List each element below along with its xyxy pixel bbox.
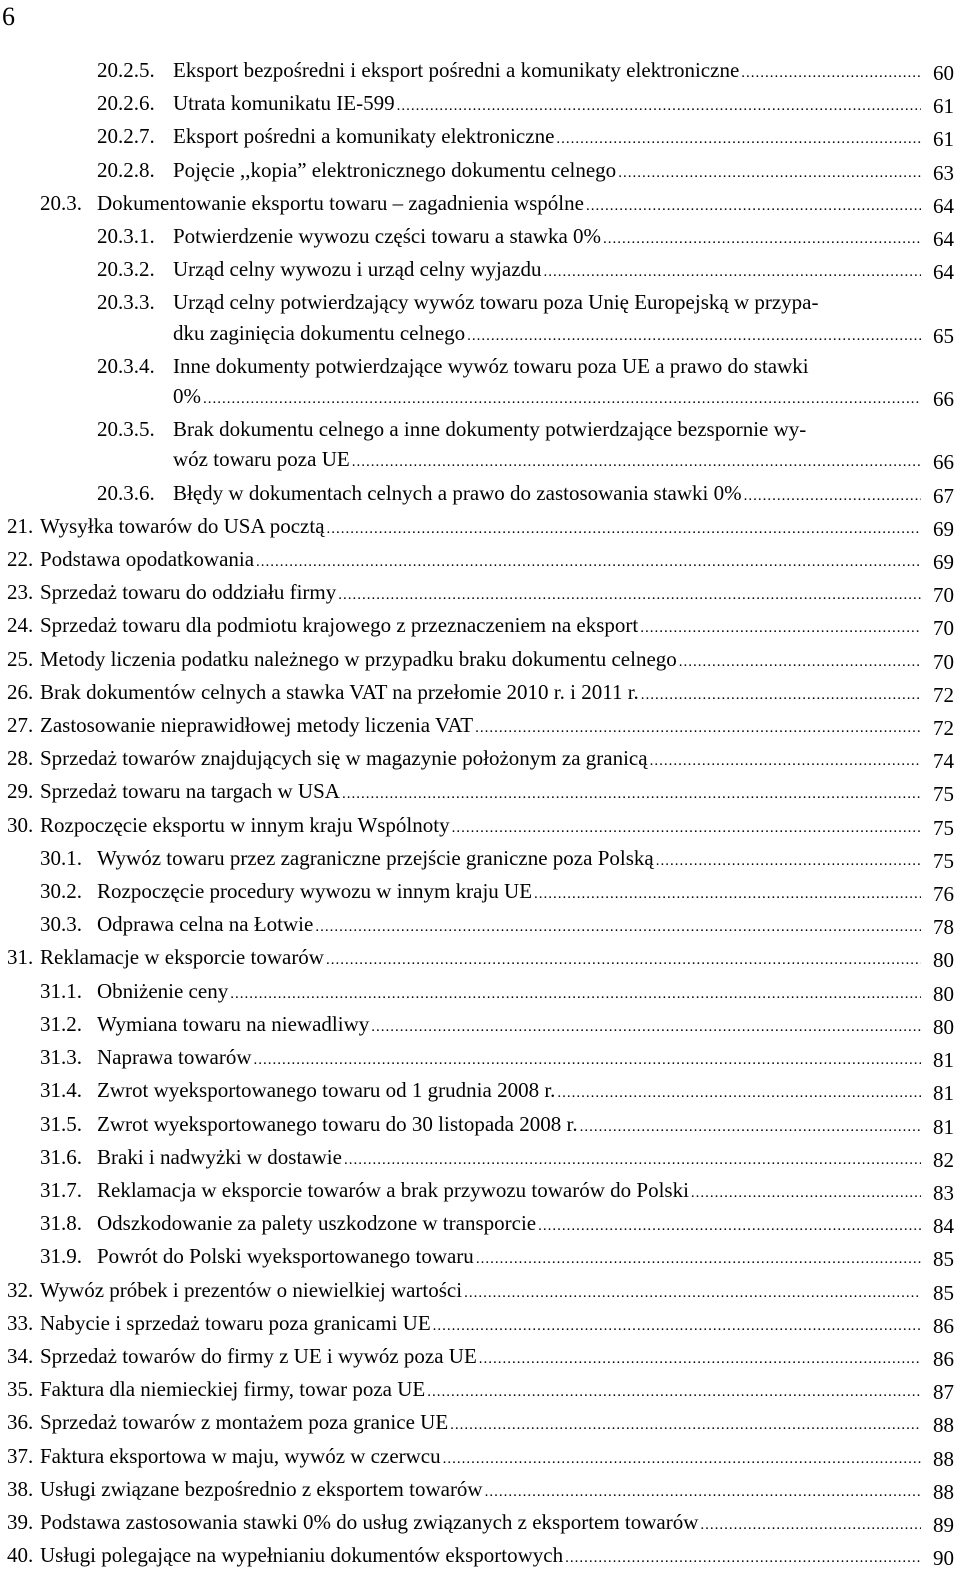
toc-entry[interactable] <box>0 1208 960 1241</box>
toc-entry-page: 70 <box>933 583 954 608</box>
toc-entry-title: Reklamacja w eksporcie towarów a brak przywozu towarów do Polski <box>97 1177 689 1202</box>
toc-entry-page: 64 <box>933 227 954 252</box>
toc-entry-title: Dokumentowanie eksportu towaru – zagadnienia wspólne <box>97 190 584 215</box>
toc-entry-number: 20.3.2. <box>97 257 155 282</box>
dot-leader <box>679 647 921 677</box>
dot-leader <box>371 1012 921 1042</box>
toc-entry-title: Zwrot wyeksportowanego towaru od 1 grudnia 2008 r. <box>97 1078 556 1103</box>
toc-entry-page: 82 <box>933 1147 954 1172</box>
toc-entry-number: 20.3.1. <box>97 224 155 249</box>
dot-leader <box>475 713 921 743</box>
dot-leader <box>452 813 921 843</box>
dot-leader <box>203 384 921 414</box>
toc-entry-title: Wywóz towaru przez zagraniczne przejście graniczne poza Polską <box>97 845 654 870</box>
toc-entry[interactable] <box>0 1407 960 1440</box>
dot-leader <box>344 1145 921 1175</box>
toc-entry[interactable] <box>0 644 960 677</box>
toc-entry[interactable] <box>0 188 960 221</box>
toc-entry-number: 20.3. <box>40 190 82 215</box>
toc-entry-number: 31.1. <box>40 978 82 1003</box>
toc-entry-number: 30.3. <box>40 912 82 937</box>
toc-entry[interactable] <box>0 743 960 776</box>
toc-entry-title: Reklamacje w eksporcie towarów <box>40 945 324 970</box>
toc-entry[interactable] <box>0 1075 960 1108</box>
dot-leader <box>700 1510 921 1540</box>
toc-entry-title-first-line: Brak dokumentu celnego a inne dokumenty potwierdzające bezspornie wy- <box>173 417 807 442</box>
dot-leader <box>534 879 921 909</box>
toc-entry[interactable] <box>0 1109 960 1142</box>
toc-entry-page: 88 <box>933 1413 954 1438</box>
dot-leader <box>433 1311 921 1341</box>
toc-entry-title: Obniżenie ceny <box>97 978 229 1003</box>
toc-entry-number: 36. <box>7 1410 34 1435</box>
toc-entry-number: 37. <box>7 1443 34 1468</box>
toc-entry-title: Rozpoczęcie eksportu w innym kraju Wspólnoty <box>40 812 450 837</box>
toc-entry-title: Utrata komunikatu IE-599 <box>173 91 395 116</box>
toc-entry-title: Faktura eksportowa w maju, wywóz w czerwcu <box>40 1443 441 1468</box>
dot-leader <box>656 846 921 876</box>
toc-entry-number: 31. <box>7 945 34 970</box>
toc-entry[interactable] <box>0 843 960 876</box>
dot-leader <box>254 1045 921 1075</box>
toc-entry[interactable] <box>0 876 960 909</box>
toc-entry-number: 29. <box>7 779 34 804</box>
toc-entry-title: Wymiana towaru na niewadliwy <box>97 1011 370 1036</box>
toc-entry-title: Odprawa celna na Łotwie <box>97 912 314 937</box>
toc-entry[interactable] <box>0 511 960 544</box>
toc-entry-number: 20.2.5. <box>97 58 155 82</box>
toc-entry[interactable] <box>0 478 960 511</box>
toc-entry-title: Eksport bezpośredni i eksport pośredni a komunikaty elektroniczne <box>173 58 740 82</box>
toc-entry-number: 20.3.6. <box>97 480 155 505</box>
toc-entry-page: 86 <box>933 1346 954 1371</box>
toc-entry-number: 31.4. <box>40 1078 82 1103</box>
toc-entry[interactable] <box>0 544 960 577</box>
toc-entry-title-first-line: Urząd celny potwierdzający wywóz towaru poza Unię Europejską w przypa- <box>173 290 819 315</box>
toc-entry[interactable] <box>0 1474 960 1507</box>
toc-entry-number: 31.7. <box>40 1177 82 1202</box>
toc-entry-page: 64 <box>933 260 954 285</box>
toc-entry[interactable] <box>0 1175 960 1208</box>
toc-entry-page: 81 <box>933 1081 954 1106</box>
toc-entry-title: Sprzedaż towarów znajdujących się w magazynie położonym za granicą <box>40 746 648 771</box>
toc-entry[interactable] <box>0 1441 960 1474</box>
toc-entry-page: 63 <box>933 160 954 185</box>
toc-entry[interactable] <box>0 1275 960 1308</box>
toc-entry-number: 31.2. <box>40 1011 82 1036</box>
page-number: 6 <box>2 2 15 31</box>
toc-entry[interactable] <box>0 155 960 188</box>
toc-entry-page: 60 <box>933 61 954 85</box>
toc-entry-page: 69 <box>933 516 954 541</box>
toc-entry-page: 72 <box>933 716 954 741</box>
toc-entry-page: 81 <box>933 1048 954 1073</box>
toc-entry-title: Pojęcie ,,kopia” elektronicznego dokumentu celnego <box>173 157 617 182</box>
toc-entry-number: 32. <box>7 1277 34 1302</box>
toc-entry[interactable] <box>0 1308 960 1341</box>
dot-leader <box>256 547 921 577</box>
dot-leader <box>603 224 921 254</box>
toc-entry-number: 39. <box>7 1509 34 1534</box>
toc-entry-page: 70 <box>933 616 954 641</box>
toc-entry-page: 65 <box>933 323 954 348</box>
toc-entry-title: wóz towaru poza UE <box>173 447 350 472</box>
toc-entry-number: 30.1. <box>40 845 82 870</box>
toc-entry[interactable] <box>0 1341 960 1374</box>
dot-leader <box>618 158 921 188</box>
toc-entry-title: Brak dokumentów celnych a stawka VAT na przełomie 2010 r. i 2011 r. <box>40 679 639 704</box>
toc-entry-page: 75 <box>933 782 954 807</box>
toc-entry[interactable] <box>0 1042 960 1075</box>
toc-entry-title: dku zaginięcia dokumentu celnego <box>173 320 466 345</box>
toc-entry-page: 85 <box>933 1247 954 1272</box>
toc-entry-title: Podstawa opodatkowania <box>40 547 255 572</box>
toc-entry-title: Rozpoczęcie procedury wywozu w innym kraju UE <box>97 879 533 904</box>
toc-entry[interactable] <box>0 810 960 843</box>
toc-entry[interactable] <box>0 776 960 809</box>
toc-entry-title: Zastosowanie nieprawidłowej metody liczenia VAT <box>40 713 474 738</box>
toc-entry-number: 40. <box>7 1543 34 1568</box>
toc-entry-title: Powrót do Polski wyeksportowanego towaru <box>97 1244 474 1269</box>
toc-entry-page: 88 <box>933 1446 954 1471</box>
dot-leader <box>464 1278 921 1308</box>
dot-leader <box>476 1244 921 1274</box>
toc-entry-page: 85 <box>933 1280 954 1305</box>
dot-leader <box>691 1178 921 1208</box>
toc-entry-page: 66 <box>933 450 954 475</box>
dot-leader <box>467 321 921 351</box>
toc-entry-page: 75 <box>933 815 954 840</box>
dot-leader <box>741 58 921 88</box>
toc-entry[interactable] <box>0 254 960 287</box>
toc-entry-page: 86 <box>933 1313 954 1338</box>
toc-entry-number: 23. <box>7 580 34 605</box>
toc-entry-page: 70 <box>933 649 954 674</box>
toc-entry-number: 20.3.3. <box>97 290 155 315</box>
toc-entry-number: 30. <box>7 812 34 837</box>
toc-entry-number: 21. <box>7 513 34 538</box>
toc-entry-number: 28. <box>7 746 34 771</box>
toc-entry[interactable] <box>0 414 960 477</box>
dot-leader <box>744 481 921 511</box>
toc-entry-title: Metody liczenia podatku należnego w przypadku braku dokumentu celnego <box>40 646 677 671</box>
toc-entry-page: 88 <box>933 1479 954 1504</box>
toc-entry[interactable] <box>0 1374 960 1407</box>
toc-entry-title: Zwrot wyeksportowanego towaru do 30 listopada 2008 r. <box>97 1111 578 1136</box>
toc-entry-page: 83 <box>933 1180 954 1205</box>
toc-entry-title: Usługi związane bezpośrednio z eksportem towarów <box>40 1476 483 1501</box>
toc-entry-title-first-line: Inne dokumenty potwierdzające wywóz towaru poza UE a prawo do stawki <box>173 353 809 378</box>
toc-entry-number: 38. <box>7 1476 34 1501</box>
toc-entry-page: 78 <box>933 915 954 940</box>
toc-entry-page: 80 <box>933 981 954 1006</box>
toc-entry-title: Wysyłka towarów do USA pocztą <box>40 513 325 538</box>
toc-entry-page: 61 <box>933 94 954 119</box>
toc-entry-number: 31.5. <box>40 1111 82 1136</box>
dot-leader <box>443 1444 921 1474</box>
toc-entry-title: Sprzedaż towarów z montażem poza granice UE <box>40 1410 449 1435</box>
toc-entry-title: Sprzedaż towarów do firmy z UE i wywóz poza UE <box>40 1343 477 1368</box>
toc-entry-title: Wywóz próbek i prezentów o niewielkiej wartości <box>40 1277 463 1302</box>
dot-leader <box>580 1112 921 1142</box>
toc-entry-title: Eksport pośredni a komunikaty elektroniczne <box>173 124 555 149</box>
toc-entry-page: 76 <box>933 882 954 907</box>
toc-entry-number: 24. <box>7 613 34 638</box>
toc-entry-page: 66 <box>933 387 954 412</box>
dot-leader <box>397 91 921 121</box>
toc-entry[interactable] <box>0 710 960 743</box>
toc-entry-page: 87 <box>933 1380 954 1405</box>
toc-entry-number: 31.8. <box>40 1211 82 1236</box>
toc-entry-title: Nabycie i sprzedaż towaru poza granicami UE <box>40 1310 431 1335</box>
toc-entry-page: 67 <box>933 483 954 508</box>
toc-entry-number: 20.2.7. <box>97 124 155 149</box>
dot-leader <box>450 1410 921 1440</box>
toc-entry-title: Braki i nadwyżki w dostawie <box>97 1144 342 1169</box>
toc-entry[interactable] <box>0 1540 960 1573</box>
toc-entry-page: 72 <box>933 682 954 707</box>
dot-leader <box>641 680 921 710</box>
toc-entry-number: 27. <box>7 713 34 738</box>
toc-entry-number: 20.2.8. <box>97 157 155 182</box>
dot-leader <box>485 1477 921 1507</box>
toc-entry-page: 81 <box>933 1114 954 1139</box>
toc-entry-page: 75 <box>933 848 954 873</box>
dot-leader <box>650 746 921 776</box>
toc-entry[interactable] <box>0 221 960 254</box>
dot-leader <box>338 580 921 610</box>
toc-entry-page: 90 <box>933 1546 954 1571</box>
dot-leader <box>352 447 921 477</box>
toc-entry-page: 69 <box>933 550 954 575</box>
toc-entry-number: 26. <box>7 679 34 704</box>
toc-entry[interactable] <box>0 1009 960 1042</box>
dot-leader <box>315 912 921 942</box>
toc-entry-page: 80 <box>933 1014 954 1039</box>
toc-entry[interactable] <box>0 942 960 975</box>
toc-entry-title: Sprzedaż towaru do oddziału firmy <box>40 580 337 605</box>
dot-leader <box>565 1543 921 1573</box>
toc-entry[interactable] <box>0 351 960 414</box>
toc-entry[interactable] <box>0 610 960 643</box>
dot-leader <box>557 1078 921 1108</box>
toc-entry-number: 31.9. <box>40 1244 82 1269</box>
toc-entry-page: 84 <box>933 1214 954 1239</box>
toc-entry-title: Podstawa zastosowania stawki 0% do usług związanych z eksportem towarów <box>40 1509 699 1534</box>
toc-entry[interactable] <box>0 677 960 710</box>
dot-leader <box>327 514 921 544</box>
toc-entry[interactable] <box>0 121 960 154</box>
toc-entry-title: Sprzedaż towaru na targach w USA <box>40 779 340 804</box>
toc-entry-number: 33. <box>7 1310 34 1335</box>
toc-entry-page: 61 <box>933 127 954 152</box>
toc-entry-page: 74 <box>933 749 954 774</box>
toc-entry-title: Potwierdzenie wywozu części towaru a stawka 0% <box>173 224 602 249</box>
toc-entry-number: 35. <box>7 1377 34 1402</box>
toc-entry-page: 64 <box>933 193 954 218</box>
toc-entry[interactable] <box>0 577 960 610</box>
toc-entry-title: Naprawa towarów <box>97 1045 252 1070</box>
dot-leader <box>326 945 921 975</box>
toc-entry[interactable] <box>0 976 960 1009</box>
toc-entry-title: Sprzedaż towaru dla podmiotu krajowego z przeznaczeniem na eksport <box>40 613 639 638</box>
toc-entry-title: Urząd celny wywozu i urząd celny wyjazdu <box>173 257 542 282</box>
toc-entry-title: Odszkodowanie za palety uszkodzone w transporcie <box>97 1211 537 1236</box>
toc-entry-number: 22. <box>7 547 34 572</box>
dot-leader <box>538 1211 921 1241</box>
table-of-contents <box>0 55 960 1573</box>
dot-leader <box>342 779 921 809</box>
toc-entry[interactable] <box>0 1142 960 1175</box>
toc-entry-title: Błędy w dokumentach celnych a prawo do zastosowania stawki 0% <box>173 480 742 505</box>
toc-entry[interactable] <box>0 55 960 88</box>
toc-entry-number: 20.3.4. <box>97 353 155 378</box>
toc-entry-number: 31.6. <box>40 1144 82 1169</box>
toc-entry[interactable] <box>0 909 960 942</box>
dot-leader <box>479 1344 921 1374</box>
toc-entry-title: 0% <box>173 384 201 409</box>
toc-entry-number: 31.3. <box>40 1045 82 1070</box>
toc-entry-number: 30.2. <box>40 879 82 904</box>
toc-entry-number: 20.3.5. <box>97 417 155 442</box>
toc-entry-number: 34. <box>7 1343 34 1368</box>
dot-leader <box>556 124 921 154</box>
toc-entry[interactable] <box>0 287 960 350</box>
toc-entry-number: 20.2.6. <box>97 91 155 116</box>
dot-leader <box>427 1377 921 1407</box>
dot-leader <box>640 613 921 643</box>
dot-leader <box>544 257 921 287</box>
dot-leader <box>586 191 921 221</box>
toc-entry-title: Faktura dla niemieckiej firmy, towar poza UE <box>40 1377 426 1402</box>
toc-entry-page: 80 <box>933 948 954 973</box>
dot-leader <box>230 979 921 1009</box>
toc-entry-title: Usługi polegające na wypełnianiu dokumentów eksportowych <box>40 1543 564 1568</box>
toc-entry-page: 89 <box>933 1512 954 1537</box>
toc-entry[interactable] <box>0 88 960 121</box>
toc-entry[interactable] <box>0 1241 960 1274</box>
toc-entry[interactable] <box>0 1507 960 1540</box>
toc-entry-number: 25. <box>7 646 34 671</box>
